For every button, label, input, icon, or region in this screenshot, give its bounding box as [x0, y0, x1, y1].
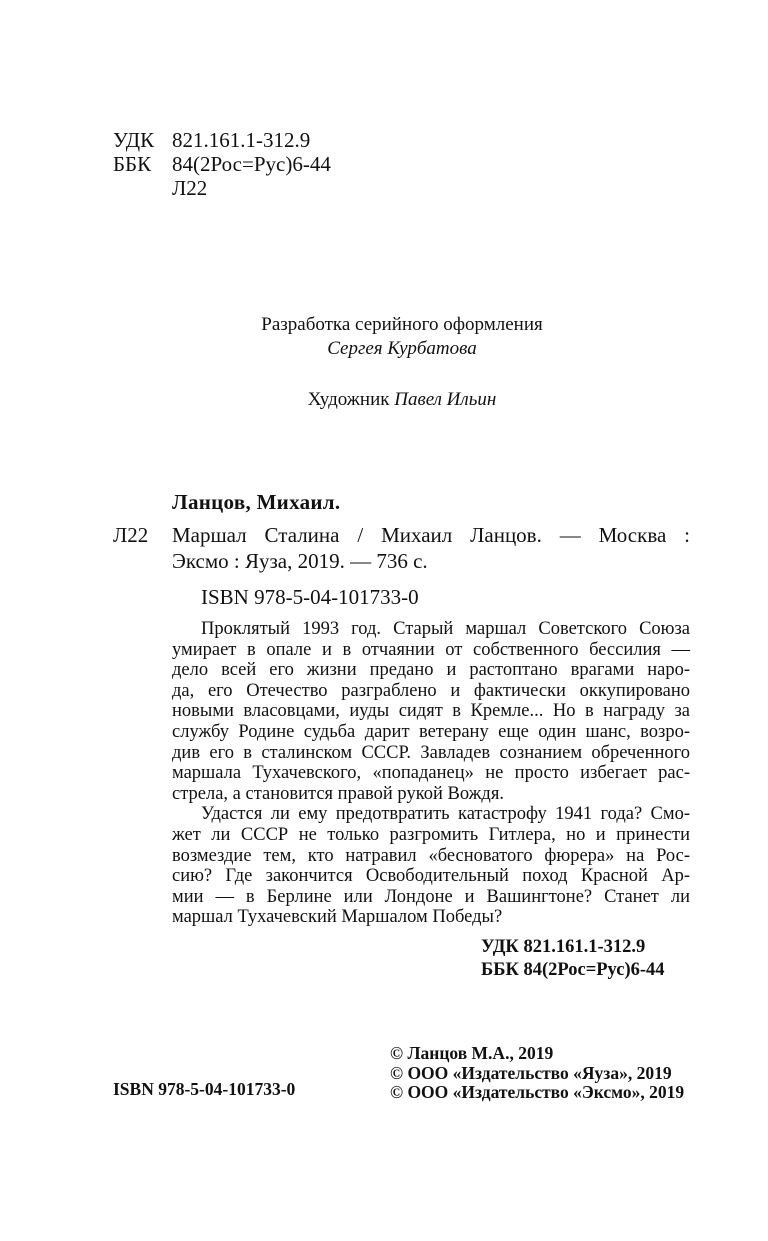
annotation-line: Проклятый 1993 год. Старый маршал Советского Союза — [201, 619, 690, 639]
annotation-line: мии — в Берлине или Лондоне и Вашингтоне? Станет ли — [172, 886, 690, 907]
author-mark: Л22 — [172, 176, 208, 200]
series-designer-name: Сергея Курбатова — [327, 338, 477, 359]
annotation-line: возмездие тем, кто натравил «бесноватого фюрера» на Рос- — [172, 845, 690, 866]
bbk-index-bold: ББК 84(2Рос=Рус)6-44 — [481, 960, 665, 980]
series-design-line: Разработка серийного оформления — [261, 314, 543, 335]
udk-index-bold: УДК 821.161.1-312.9 — [481, 937, 646, 957]
bbk-value: 84(2Рос=Рус)6-44 — [172, 152, 331, 176]
artist-name: Павел Ильин — [394, 389, 497, 410]
annotation-paragraph-1 — [172, 619, 690, 804]
artist-label: Художник — [307, 389, 390, 410]
annotation-line: стрела, а становится правой рукой Вождя. — [172, 783, 504, 804]
annotation-paragraph-2 — [172, 804, 690, 928]
series-designer — [18, 338, 768, 360]
artist-credit — [18, 389, 768, 411]
annotation-line: жет ли СССР не только разгромить Гитлера, но и принести — [172, 824, 690, 845]
copyright-author: © Ланцов М.А., 2019 — [390, 1043, 554, 1063]
annotation-line: Удастся ли ему предотвратить катастрофу 1941 года? Смо- — [201, 804, 690, 825]
copyright-yauza: © ООО «Издательство «Яуза», 2019 — [390, 1063, 672, 1083]
shelf-mark: Л22 — [113, 523, 149, 547]
title-line-1: Маршал Сталина / Михаил Ланцов. — Москва : — [172, 523, 690, 547]
annotation-line: маршал Тухачевский Маршалом Победы? — [172, 907, 503, 928]
copyright-eksmo: © ООО «Издательство «Эксмо», 2019 — [390, 1082, 685, 1102]
annotation-line: дело всей его жизни предано и растоптано врагами наро- — [172, 660, 690, 681]
annotation-line: новыми власовцами, иуды сидят в Кремле... Но в награду за — [172, 701, 690, 722]
title-line-2: Эксмо : Яуза, 2019. — 736 с. — [172, 549, 428, 573]
udk-value: 821.161.1-312.9 — [172, 128, 311, 152]
annotation-line: маршала Тухачевского, «попаданец» не просто избегает рас- — [172, 763, 690, 784]
annotation-line: службу Родине судьба дарит ветерану еще один шанс, возро- — [172, 721, 690, 742]
annotation-line: сию? Где закончится Освободительный поход Красной Ар- — [172, 866, 690, 887]
annotation-line: умирает в опале и в отчаянии от собственного бессилия — — [172, 639, 690, 660]
footer-isbn: ISBN 978-5-04-101733-0 — [113, 1079, 296, 1099]
record-isbn: ISBN 978-5-04-101733-0 — [201, 585, 419, 609]
bbk-label: ББК — [113, 152, 152, 176]
annotation-line: да, его Отечество разграблено и фактически оккупировано — [172, 680, 690, 701]
udk-label: УДК — [113, 128, 155, 152]
author-heading: Ланцов, Михаил. — [172, 490, 341, 514]
annotation-line: див его в сталинском СССР. Завладев сознанием обреченного — [172, 742, 690, 763]
annotation — [172, 619, 690, 928]
